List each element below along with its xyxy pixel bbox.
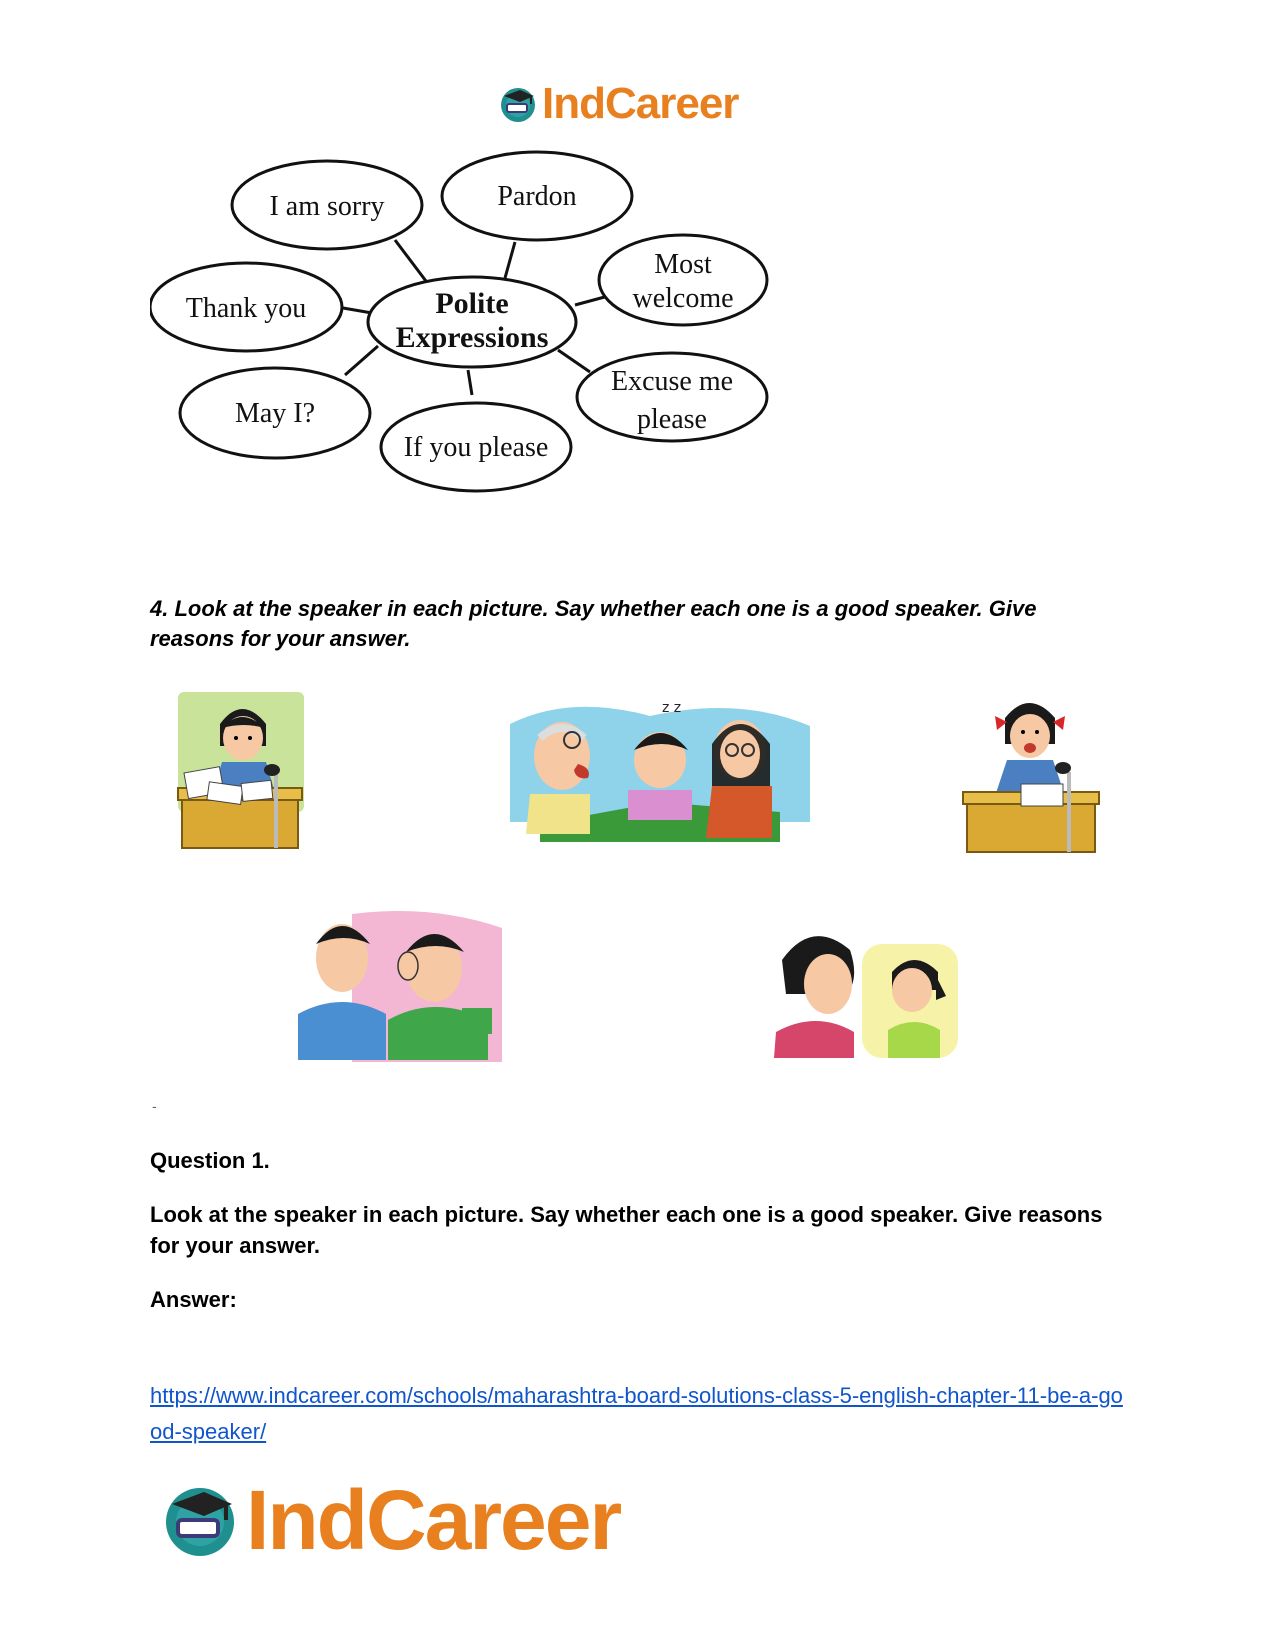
man-covering-ear-illustration — [292, 904, 510, 1072]
loud-speaker-group-illustration — [500, 694, 820, 852]
graduation-cap-icon — [498, 84, 538, 124]
bubble-label: please — [637, 404, 707, 435]
logo-text: IndCareer — [246, 1472, 621, 1567]
bubble-label: Pardon — [497, 181, 577, 212]
stray-mark: - — [152, 1098, 157, 1114]
svg-text:z z: z z — [662, 700, 682, 716]
girl-reading-at-podium-illustration — [172, 688, 310, 856]
bubble-label: welcome — [632, 283, 734, 314]
bubble-label: If you please — [403, 432, 549, 463]
center-label: Polite — [435, 287, 509, 320]
bubble-label: Thank you — [185, 293, 307, 324]
girl-speaking-at-podium-illustration — [955, 688, 1105, 860]
question-text: Look at the speaker in each picture. Say whether each one is a good speaker. Give reasons for your answer. — [150, 1202, 1103, 1258]
bubble-label: Most — [654, 249, 712, 280]
bubble-label: May I? — [234, 398, 316, 429]
header-logo — [498, 76, 738, 132]
bubble-label: Excuse me — [610, 366, 734, 397]
footer-logo — [160, 1470, 620, 1570]
source-link[interactable]: https://www.indcareer.com/schools/maharashtra-board-solutions-class-5-english-chapter-11-be-a-good-speaker/ — [150, 1383, 1123, 1444]
question-4-text: 4. Look at the speaker in each picture. Say whether each one is a good speaker. Give reasons for your answer. — [150, 596, 1037, 651]
polite-expressions-mind-map — [150, 150, 810, 510]
center-label: Expressions — [395, 321, 549, 354]
woman-and-girl-talking-illustration — [772, 920, 962, 1068]
bubble-label: I am sorry — [269, 191, 385, 222]
question-label: Question 1. — [150, 1148, 270, 1173]
graduation-cap-icon — [160, 1480, 240, 1560]
answer-label: Answer: — [150, 1287, 237, 1312]
logo-text: IndCareer — [542, 79, 739, 128]
